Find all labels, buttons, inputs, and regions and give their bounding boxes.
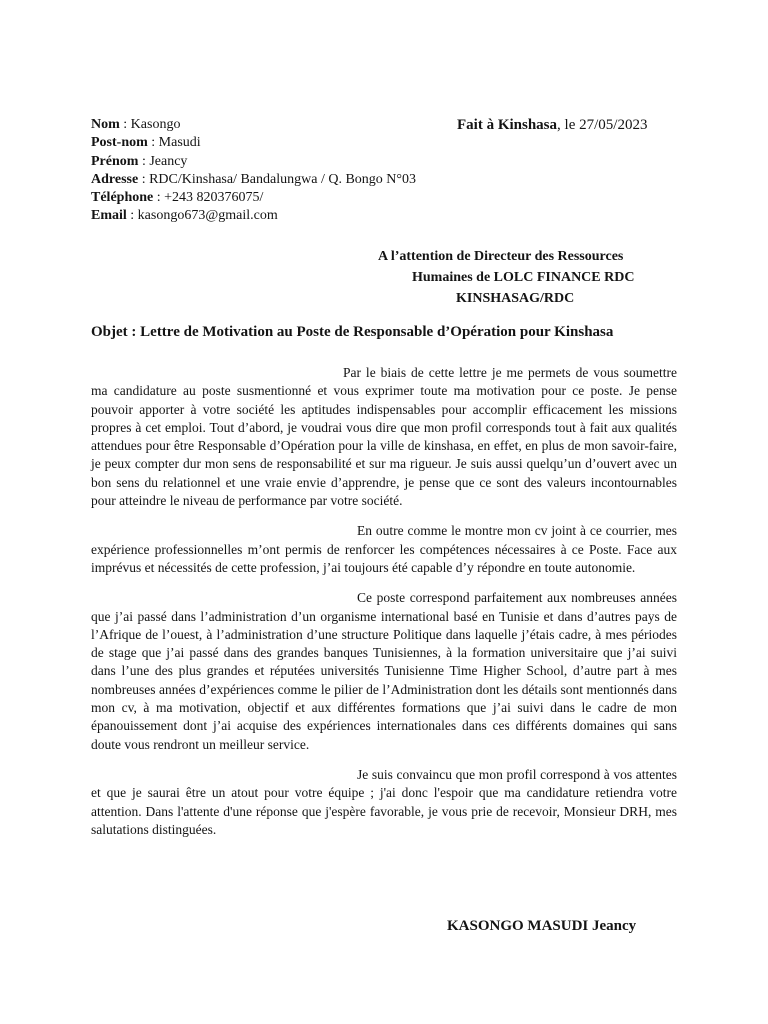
recipient-block xyxy=(372,246,672,309)
sender-telephone: Téléphone : +243 820376075/ xyxy=(91,190,264,206)
letter-body xyxy=(91,364,677,851)
body-paragraph-3: Ce poste correspond parfaitement aux nombreuses années que j’ai passé dans l’administration d’un organisme international basé en Tunisie et dans d’autres pays de l’Afrique de l’ouest, à l’administration d’une structure Politique dans laquelle j’étais cadre, à mes périodes de stage que j’ai passé dans des grandes banques Tunisiennes, à la formation universitaire que j’ai suivi dans l’une des plus grandes et réputées universités Tunisienne Time Higher School, d’autre part à mes nombreuses années d’expériences comme le pilier de l’Administration dont les détails sont mentionnés dans mon cv, à ma motivation, objectif et aux différentes formations que j’ai suivi dans le cadre de mon épanouissement dont j’ai acquise des expériences internationales dans ces différents domaines qui sans doute vous rendront un meilleur service. xyxy=(91,590,677,752)
signature-name: KASONGO MASUDI Jeancy xyxy=(447,918,637,934)
sender-nom: Nom : Kasongo xyxy=(91,117,181,132)
sender-block xyxy=(91,116,416,226)
recipient-line-2: Humaines de LOLC FINANCE RDC xyxy=(412,270,635,285)
sender-prenom: Prénom : Jeancy xyxy=(91,153,188,169)
sender-email: Email : kasongo673@gmail.com xyxy=(91,208,278,224)
recipient-line-3: KINSHASAG/RDC xyxy=(456,291,575,306)
recipient-line-1: A l’attention de Directeur des Ressources xyxy=(378,249,624,264)
body-paragraph-4: Je suis convaincu que mon profil correspond à vos attentes et que je saurai être un atout pour votre équipe ; j'ai donc l'espoir que ma candidature retiendra votre attention. Dans l'attente d'une réponse que j'espère favorable, je vous prie de recevoir, Monsieur DRH, mes salutations distinguées. xyxy=(91,766,677,837)
body-paragraph-1: Par le biais de cette lettre je me permets de vous soumettre ma candidature au poste susmentionné et vous exprimer toute ma motivation pour ce poste. Je pense pouvoir apporter à votre société les aptitudes indispensables pour accomplir efficacement les missions propres à cet emploi. Tout d’abord, je voudrai vous dire que mon profil corresponds tout à fait aux qualités attendues pour être Responsable d’Opération pour la ville de kinshasa, en effet, en plus de mon savoir-faire, je peux compter dur mon sens de responsabilité et sur ma rigueur. Je suis aussi quelqu’un d’ouvert avec un bon sens du relationnel et une vraie envie d’apprendre, je pense que ce sont des valeurs incontournables pour atteindre le niveau de performance par votre société. xyxy=(91,365,677,509)
sender-postnom: Post-nom : Masudi xyxy=(91,135,201,151)
letter-subject: Objet : Lettre de Motivation au Poste de Responsable d’Opération pour Kinshasa xyxy=(91,324,614,340)
body-paragraph-2: En outre comme le montre mon cv joint à ce courrier, mes expérience professionnelles m’ont permis de renforcer les compétences nécessaires à ce Poste. Face aux imprévus et nécessités de cette profession, j’ai toujours été capable d’y répondre en toute autonomie. xyxy=(91,523,677,575)
letter-date: Fait à Kinshasa, le 27/05/2023 xyxy=(457,117,648,133)
sender-adresse: Adresse : RDC/Kinshasa/ Bandalungwa / Q. Bongo N°03 xyxy=(91,171,416,187)
